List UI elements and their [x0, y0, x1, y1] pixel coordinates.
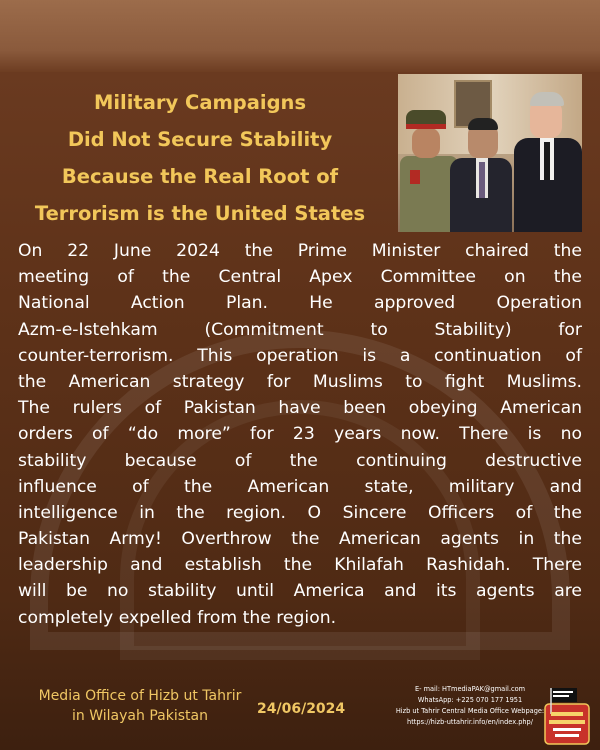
headline-line: Because the Real Root of	[61, 165, 339, 188]
body-line: completely expelled from the region.	[18, 607, 337, 628]
whatsapp-text: WhatsApp: +225 070 177 1951	[417, 696, 523, 704]
body-line: will be no stability until America and its agents are	[18, 581, 582, 602]
body-line: The rulers of Pakistan have been obeying American	[18, 398, 582, 419]
headline	[18, 84, 382, 232]
body-line: meeting of the Central Apex Committee on the	[18, 267, 582, 288]
body-line: Pakistan Army! Overthrow the American agents in the	[18, 529, 582, 550]
body-line: orders of “do more” for 23 years now. There is no	[18, 424, 582, 445]
body-line: On 22 June 2024 the Prime Minister chaired the	[18, 241, 582, 261]
headline-line: Did Not Secure Stability	[67, 128, 333, 151]
email-text: E- mail: HTmediaPAK@gmail.com	[414, 685, 526, 693]
body-line: intelligence in the region. O Sincere Officers of the	[18, 502, 582, 523]
body-line: stability because of the continuing destructive	[18, 450, 582, 471]
body-line: National Action Plan. He approved Operation	[18, 293, 582, 314]
org-line: Media Office of Hizb ut Tahrir	[38, 688, 242, 704]
central-office-label: Hizb ut Tahrir Central Media Office Webpage:	[395, 707, 545, 715]
body-line: counter-terrorism. This operation is a continuation of	[18, 345, 582, 366]
headline-line: Military Campaigns	[93, 91, 307, 114]
body-line: leadership and establish the Khilafah Rashidah. There	[18, 555, 582, 576]
person-middle	[450, 114, 512, 232]
contact-info	[390, 684, 550, 728]
statement-body	[18, 238, 582, 631]
footer	[0, 680, 600, 750]
body-line: the American strategy for Muslims to fight Muslims.	[18, 371, 582, 392]
media-office-name	[30, 686, 250, 726]
top-band	[0, 0, 600, 72]
meeting-photo	[398, 74, 582, 232]
headline-line: Terrorism is the United States	[34, 202, 366, 225]
body-line: influence of the American state, military and	[18, 476, 582, 497]
central-office-url: https://hizb-uttahrir.info/en/index.php/	[407, 718, 533, 726]
publication-date: 24/06/2024	[257, 701, 346, 717]
body-line: Azm-e-Istehkam (Commitment to Stability) for	[18, 319, 582, 340]
person-right	[514, 92, 582, 232]
media-office-logo	[541, 684, 593, 746]
org-line: in Wilayah Pakistan	[72, 708, 208, 724]
